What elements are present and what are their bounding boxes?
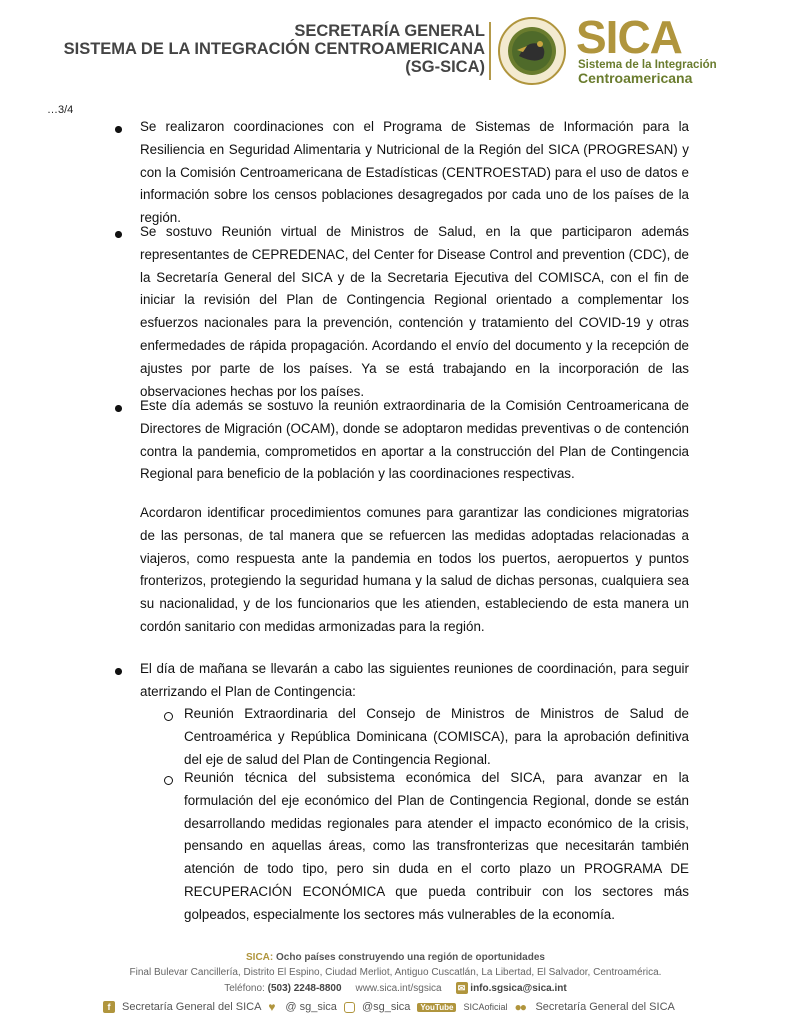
footer-address: Final Bulevar Cancillería, Distrito El Espino, Ciudad Merliot, Antiguo Cuscatlán, La Libertad, El Salvador, Centroamérica. — [129, 967, 662, 978]
header-line-3: (SG-SICA) — [405, 58, 485, 76]
flickr-icon: ●● — [514, 1000, 525, 1014]
instagram-icon — [344, 1002, 355, 1013]
sica-brand-sub-1: Sistema de la Integración — [578, 59, 717, 71]
sub-item-2: Reunión técnica del subsistema económica del SICA, para avanzar en la formulación del eje económico del Plan de Contingencia Regional, donde se están desarrollando medidas regionales para atender el impacto económico de la crisis, pensando en aquellas áreas, como las transfronterizas que necesitarán también atención de todo tipo, pero sin duda en el corto plazo un PROGRAMA DE RECUPERACIÓN ECONÓMICA que pueda contribuir con los sectores más golpeados, especialmente los sectores más vulnerables de la economía. — [184, 770, 689, 922]
footer-phone: (503) 2248-8800 — [267, 983, 342, 994]
header-line-2: SISTEMA DE LA INTEGRACIÓN CENTROAMERICANA — [63, 40, 485, 58]
sica-brand: SICA — [576, 11, 682, 63]
footer-tagline — [0, 952, 791, 963]
header-title-block — [64, 22, 485, 76]
page-number: …3/4 — [47, 104, 74, 116]
twitter-icon: ♥ — [268, 1000, 274, 1014]
bullet-paragraph-2: Se sostuvo Reunión virtual de Ministros de Salud, en la que participaron además representantes de CEPREDENAC, del Center for Disease Control and prevention (CDC), de la Secretaría General del SICA y de la Secretaria Ejecutiva del COMISCA, con el fin de iniciar la revisión del Plan de Contingencia Regional orientado a complementar los esfuerzos nacionales para la prevención, contención y tratamiento del COVID-19 y otras enfermedades de rápida propagación. Acordando el envío del documento y la recepción de ajustes por parte de los países. Ya se está trabajando en la incorporación de las observaciones hechas por los países. — [140, 224, 689, 399]
footer-tag-brand: SICA: — [246, 952, 274, 963]
bullet-paragraph-4: El día de mañana se llevarán a cabo las siguientes reuniones de coordinación, para seguir aterrizando el Plan de Contingencia: — [140, 661, 689, 699]
bullet-icon — [115, 231, 123, 239]
sica-seal-logo — [497, 16, 567, 86]
mail-icon: ✉ — [456, 982, 468, 994]
footer-web-link[interactable]: www.sica.int/sgsica — [355, 983, 442, 994]
header-line-1: SECRETARÍA GENERAL — [294, 22, 485, 40]
footer-social-bar — [103, 1000, 675, 1014]
bullet-icon — [115, 668, 123, 676]
bullet-paragraph-3: Este día además se sostuvo la reunión extraordinaria de la Comisión Centroamericana de Directores de Migración (OCAM), donde se adoptaron medidas preventivas o de contención contra la pandemia, comprometidos en aportar a la construcción del Plan de Contingencia Regional para beneficio de la población y las coordinaciones respectivas. — [140, 398, 689, 482]
flickr-link[interactable]: Secretaría General del SICA — [535, 1001, 675, 1013]
continuation-paragraph: Acordaron identificar procedimientos comunes para garantizar las condiciones migratorias de las personas, de tal manera que se refuercen las medidas adoptadas relacionadas a viajeros, como respuesta ante la pandemia en todos los puertos, aeropuertos y puntos fronterizos, protegiendo la seguridad humana y la salud de dichas personas, cualquiera sea su nacionalidad, y de los funcionarios que les atienden, estableciendo de esta manera un cordón sanitario con medidas armonizadas para la región. — [140, 505, 689, 634]
bullet-icon — [115, 126, 123, 134]
sub-bullet-icon — [164, 776, 173, 785]
instagram-link[interactable]: @sg_sica — [361, 1001, 411, 1013]
facebook-link[interactable]: Secretaría General del SICA — [122, 1001, 262, 1013]
twitter-link[interactable]: @ sg_sica — [285, 1001, 337, 1013]
bullet-paragraph-1: Se realizaron coordinaciones con el Programa de Sistemas de Información para la Resiliencia en Seguridad Alimentaria y Nutricional de la Región del SICA (PROGRESAN) y con la Comisión Centroamericana de Estadísticas (CENTROESTAD) para el uso de datos e información sobre los censos poblaciones desagregados por cada uno de los países de la región. — [140, 119, 689, 226]
sub-item-1: Reunión Extraordinaria del Consejo de Ministros de Ministros de Salud de Centroamérica y República Dominicana (COMISCA), para la aprobación definitiva del eje de salud del Plan de Contingencia Regional. — [184, 706, 689, 767]
sub-bullet-icon — [164, 712, 173, 721]
footer-email-link[interactable]: info.sgsica@sica.int — [470, 983, 567, 994]
facebook-icon: f — [103, 1001, 115, 1013]
header-separator — [489, 22, 491, 80]
youtube-icon: YouTube — [417, 1003, 456, 1012]
footer-contact — [0, 982, 791, 994]
youtube-link[interactable]: SICAoficial — [463, 1002, 508, 1012]
sica-brand-sub-2: Centroamericana — [578, 70, 693, 86]
footer-tag-text: Ocho países construyendo una región de oportunidades — [276, 952, 545, 963]
footer-phone-label: Teléfono: — [224, 983, 265, 994]
bullet-icon — [115, 405, 123, 413]
